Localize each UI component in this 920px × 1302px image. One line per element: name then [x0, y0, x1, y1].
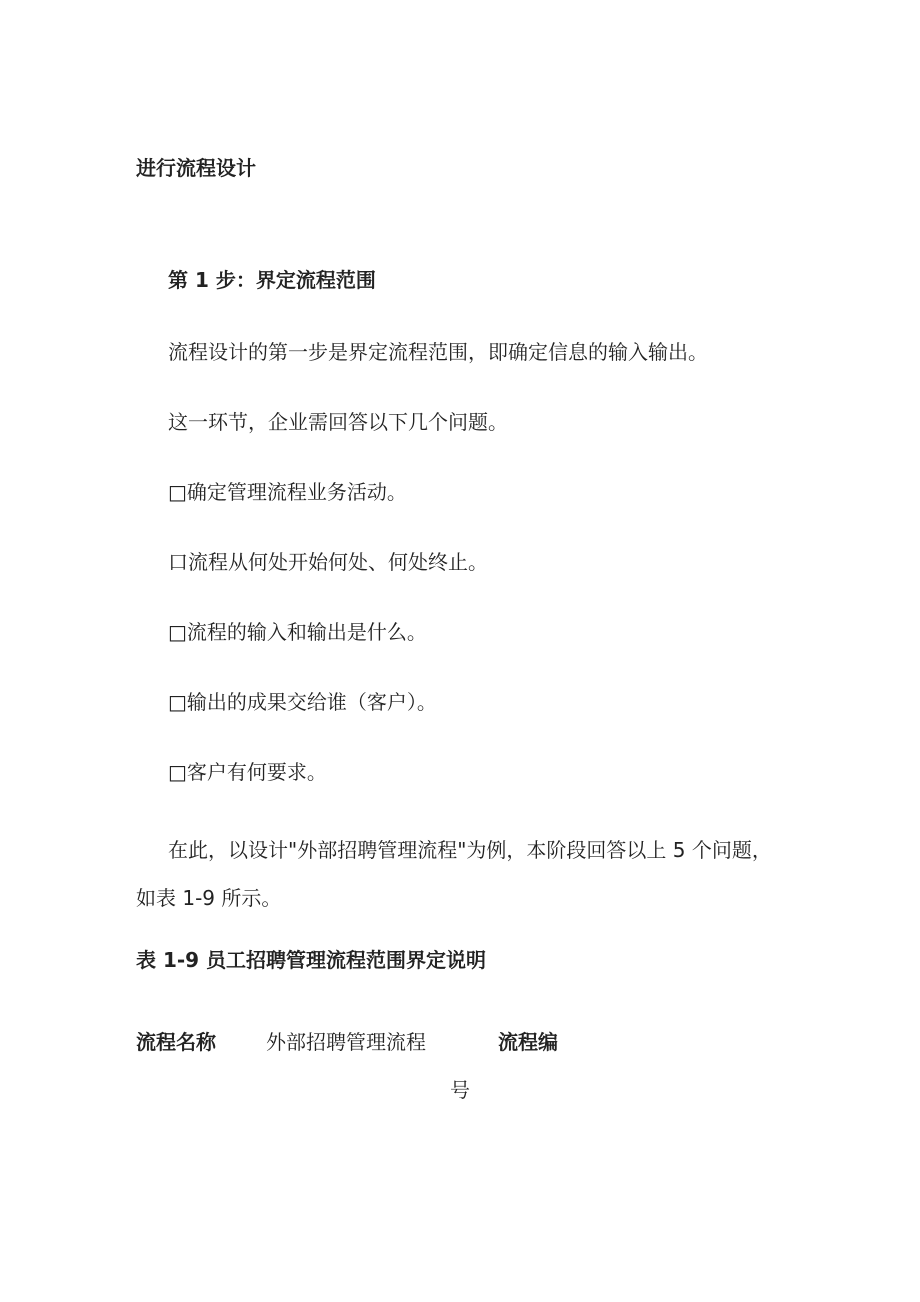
- table-label-process-number-cont: 号: [450, 1078, 470, 1102]
- paragraph-example: 在此，以设计"外部招聘管理流程"为例，本阶段回答以上 5 个问题，如表 1-9 所示。: [136, 838, 772, 910]
- table-value-process-name: 外部招聘管理流程: [266, 1030, 426, 1054]
- table-caption-title: 员工招聘管理流程范围界定说明: [206, 948, 487, 972]
- step-prefix: 第 1 步：: [168, 268, 256, 292]
- section-heading: 进行流程设计: [136, 156, 256, 180]
- bullet-item: □客户有何要求。: [168, 760, 327, 784]
- bullet-item: □流程的输入和输出是什么。: [168, 620, 427, 644]
- bullet-item: 口流程从何处开始何处、何处终止。: [168, 550, 488, 574]
- paragraph-questions: 这一环节，企业需回答以下几个问题。: [168, 410, 508, 434]
- step-heading: [168, 266, 376, 294]
- step-title: 界定流程范围: [255, 268, 376, 292]
- table-caption-prefix: 表 1-9: [136, 948, 207, 972]
- table-caption: [136, 946, 486, 974]
- paragraph-intro: 流程设计的第一步是界定流程范围，即确定信息的输入输出。: [168, 340, 708, 364]
- table-label-process-name: 流程名称: [136, 1030, 216, 1054]
- bullet-item: □确定管理流程业务活动。: [168, 480, 407, 504]
- table-label-process-number: 流程编: [498, 1030, 558, 1054]
- bullet-item: □输出的成果交给谁（客户）。: [168, 690, 437, 714]
